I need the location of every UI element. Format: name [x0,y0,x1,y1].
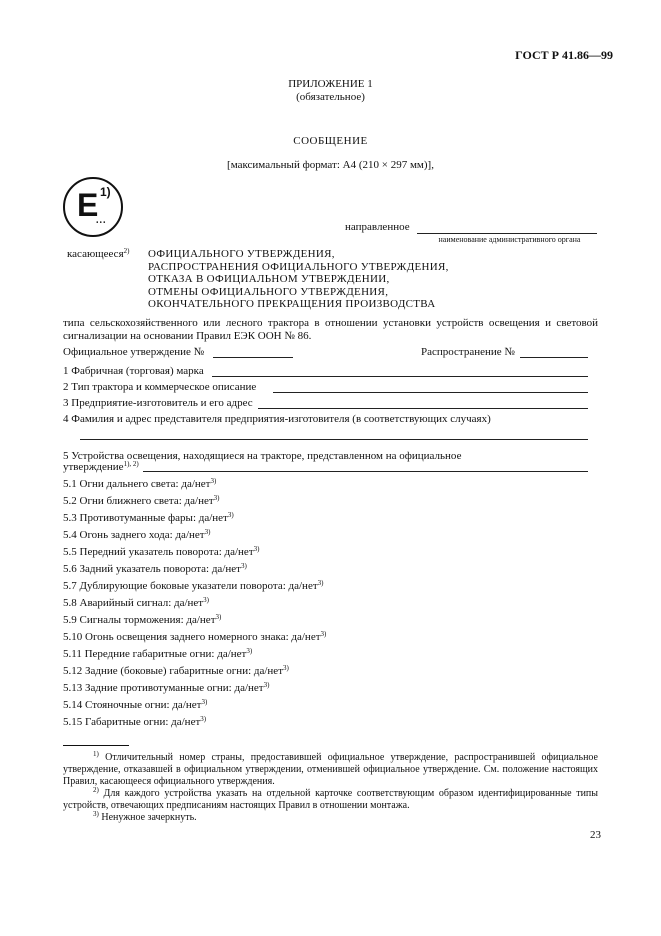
page-number: 23 [590,829,601,841]
item-1: 1 Фабричная (торговая) марка [63,365,204,377]
official-approval-line [213,357,293,358]
footnote-1: $^{1)}$ Отличительный номер страны, предоставившей официальное утверждение, распространившей официальное утверждение, отказавшей в официальном утверждении, отменившей официальное утверждение. См. положение настоящих Правил, касающееся официального утверждения. [63,750,598,787]
message-format: [максимальный формат: А4 (210 × 297 мм)], [227,159,434,171]
subitem-5-8: 5.8 Аварийный сигнал: да/нет$^{3)}$ [63,596,209,609]
message-title: СООБЩЕНИЕ [293,135,368,147]
footnote-2: $^{2)}$ Для каждого устройства указать на отдельной карточке соответствующим образом идентифицированные типы устройств, отвечающих предписаниям настоящих Правил в отношении монтажа. [63,786,599,811]
item-5-line1: 5 Устройства освещения, находящиеся на тракторе, представленном на официальное [63,450,462,462]
item-3: 3 Предприятие-изготовитель и его адрес [63,397,253,409]
sent-line [417,233,597,234]
approval-mark-dots: ... [96,215,107,226]
annex-title: ПРИЛОЖЕНИЕ 1 [288,78,373,90]
item-2: 2 Тип трактора и коммерческое описание [63,381,257,393]
item-2-line [273,392,588,393]
item-4: 4 Фамилия и адрес представителя предприятия-изготовителя (в соответствующих случаях) [63,413,491,425]
subitem-5-2: 5.2 Огни ближнего света: да/нет$^{3)}$ [63,494,220,507]
footnote-separator [63,745,129,746]
subitem-5-10: 5.10 Огонь освещения заднего номерного знака: да/нет$^{3)}$ [63,630,327,643]
subitem-5-12: 5.12 Задние (боковые) габаритные огни: да/нет$^{3)}$ [63,664,289,677]
concerning-line: ОКОНЧАТЕЛЬНОГО ПРЕКРАЩЕНИЯ ПРОИЗВОДСТВА [148,298,436,310]
concerning-line: ОТМЕНЫ ОФИЦИАЛЬНОГО УТВЕРЖДЕНИЯ, [148,285,389,298]
concerning-line: ОТКАЗА В ОФИЦИАЛЬНОМ УТВЕРЖДЕНИИ, [148,273,390,285]
subitem-5-6: 5.6 Задний указатель поворота: да/нет$^{3)}$ [63,562,247,575]
concerning-line: РАСПРОСТРАНЕНИЯ ОФИЦИАЛЬНОГО УТВЕРЖДЕНИЯ, [148,260,449,273]
concerning-list [148,248,449,311]
item-5-rule [143,471,588,472]
approval-mark-sup: 1) [100,185,111,199]
sent-caption: наименование административного органа [438,235,581,244]
subitem-5-4: 5.4 Огонь заднего хода: да/нет$^{3)}$ [63,528,211,541]
item-1-line [212,376,588,377]
subitem-5-3: 5.3 Противотуманные фары: да/нет$^{3)}$ [63,511,234,524]
approval-mark-letter: E [77,187,99,223]
subitem-5-7: 5.7 Дублирующие боковые указатели поворота: да/нет$^{3)}$ [63,579,324,592]
extension-line [520,357,588,358]
approval-mark-icon [63,177,123,237]
footnote-3: $^{3)}$ Ненужное зачеркнуть. [93,810,197,823]
sent-label: направленное [345,221,410,233]
intro-text: типа сельскохозяйственного или лесного трактора в отношении установки устройств освещения и световой сигнализации на основании Правил ЕЭК ООН № 86. [63,317,598,342]
subitem-5-1: 5.1 Огни дальнего света: да/нет$^{3)}$ [63,477,217,490]
subitem-5-14: 5.14 Стояночные огни: да/нет$^{3)}$ [63,698,208,711]
subitem-5-5: 5.5 Передний указатель поворота: да/нет$^{3)}$ [63,545,260,558]
concerning-line: ОФИЦИАЛЬНОГО УТВЕРЖДЕНИЯ, [148,248,335,260]
subitem-5-15: 5.15 Габаритные огни: да/нет$^{3)}$ [63,715,207,728]
subitem-5-11: 5.11 Передние габаритные огни: да/нет$^{3)}$ [63,647,253,660]
document-number: ГОСТ Р 41.86—99 [515,48,613,62]
subitem-5-13: 5.13 Задние противотуманные огни: да/нет$^{3)}$ [63,681,270,694]
item-5-line2: утверждение$^{1), 2)}$ [63,460,139,473]
extension-label: Распространение № [421,346,515,358]
item-4-line [80,439,588,440]
official-approval-label: Официальное утверждение № [63,346,205,358]
concerning-label: касающееся$^{2)}$ [67,247,130,260]
annex-subtitle: (обязательное) [296,91,365,103]
subitem-5-9: 5.9 Сигналы торможения: да/нет$^{3)}$ [63,613,222,626]
item-3-line [258,408,588,409]
